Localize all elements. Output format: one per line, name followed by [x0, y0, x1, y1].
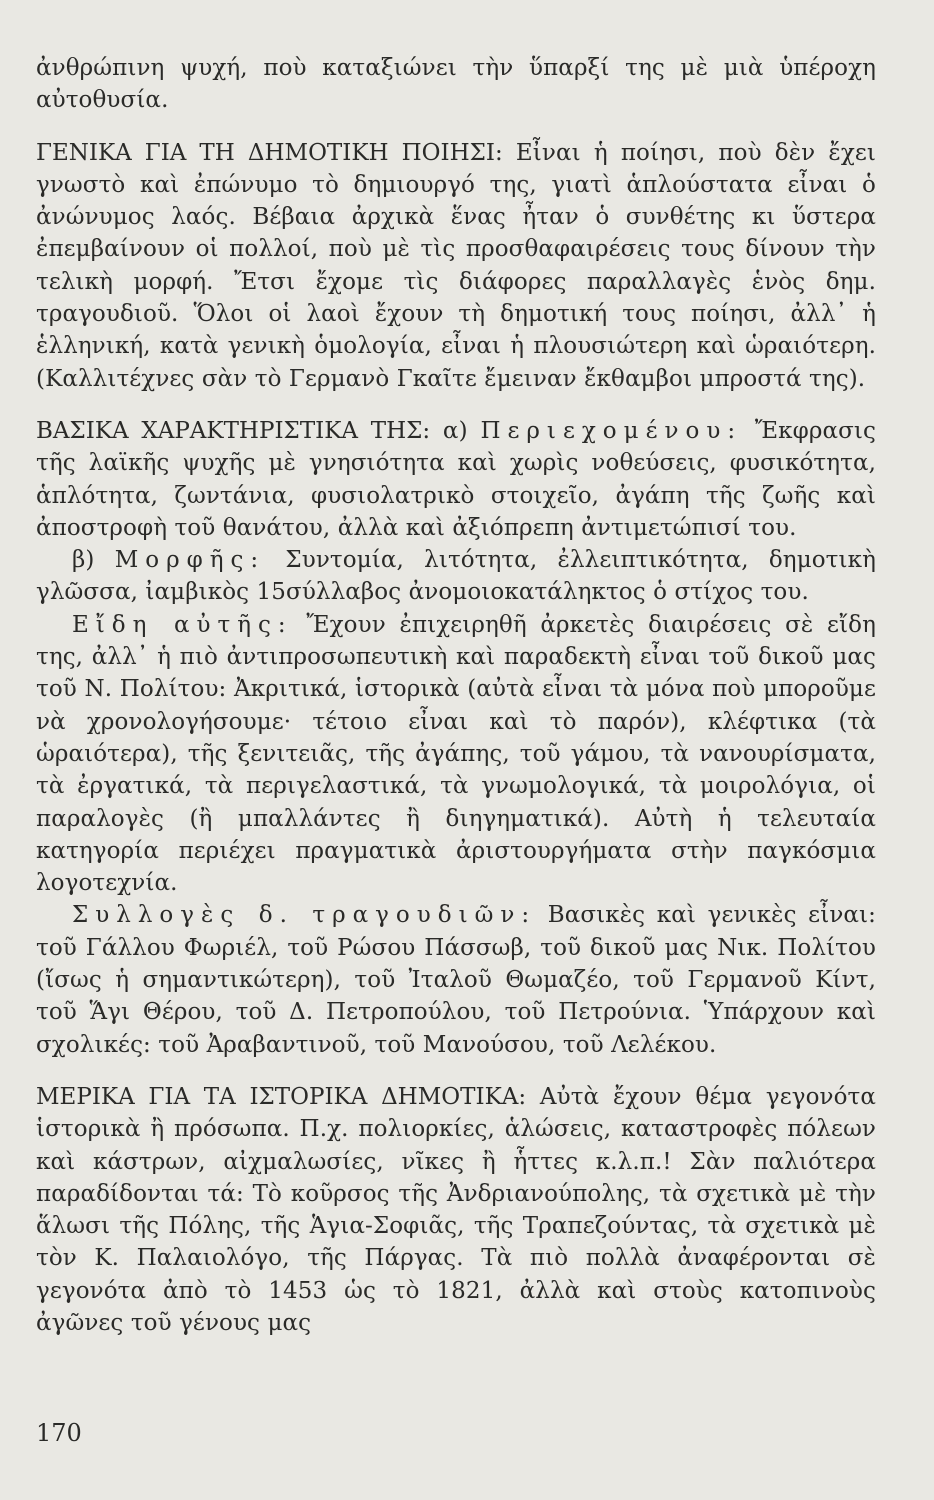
section-heading: ΒΑΣΙΚΑ ΧΑΡΑΚΤΗΡΙΣΤΙΚΑ ΤΗΣ:: [36, 417, 431, 444]
page-number: 170: [36, 1419, 82, 1447]
paragraph-text: Ἔχουν ἐπιχειρηθῆ ἀρκετὲς διαιρέσεις σὲ εἴδη της, ἀλλ᾽ ἡ πιὸ ἀντιπροσωπευτικὴ καὶ παραδεκτὴ εἶναι τοῦ δικοῦ μας τοῦ Ν. Πολίτου: Ἀκριτικά, ἱστορικὰ (αὐτὰ εἶναι τὰ μόνα ποὺ μποροῦμε νὰ χρονολογήσουμε· τέτοιο εἶναι καὶ τὸ παρόν), κλέφτικα (τὰ ὡραιότερα), τῆς ξενιτειᾶς, τῆς ἀγάπης, τοῦ γάμου, τὰ νανουρίσματα, τὰ ἐργατικά, τὰ περιγελαστικά, τὰ γνωμολογικά, τὰ μοιρολόγια, οἱ παραλογὲς (ἢ μπαλλάντες ἢ διηγηματικά). Αὐτὴ ἡ τελευταία κατηγορία περιέχει πραγματικὰ ἀριστουργήματα στὴν παγκόσμια λογοτεχνία.: [36, 611, 876, 897]
paragraph-form: [36, 544, 876, 609]
paragraph-text: Αὐτὰ ἔχουν θέμα γεγονότα ἱστορικὰ ἢ πρόσωπα. Π.χ. πολιορκίες, ἁλώσεις, καταστροφὲς πόλεων καὶ κάστρων, αἰχμαλωσίες, νῖκες ἢ ἧττες κ.λ.π.! Σὰν παλιότερα παραδίδονται τά: Τὸ κοῦρσος τῆς Ἀνδριανούπολης, τὰ σχετικὰ μὲ τὴν ἅλωσι τῆς Πόλης, τῆς Ἁγια-Σοφιᾶς, τῆς Τραπεζούντας, τὰ σχετικὰ μὲ τὸν Κ. Παλαιολόγο, τῆς Πάργας. Τὰ πιὸ πολλὰ ἀναφέρονται σὲ γεγονότα ἀπὸ τὸ 1453 ὡς τὸ 1821, ἀλλὰ καὶ στοὺς κατοπινοὺς ἀγῶνες τοῦ γένους μας: [36, 1083, 876, 1336]
spaced-subheading: Περιεχομένου:: [480, 417, 743, 444]
list-marker: α): [430, 417, 481, 444]
spaced-subheading: Εἴδη αὐτῆς:: [72, 611, 293, 638]
paragraph-text: Βασικὲς καὶ γενικὲς εἶναι: τοῦ Γάλλου Φωριέλ, τοῦ Ρώσου Πάσσωβ, τοῦ δικοῦ μας Νικ. Πολίτου (ἴσως ἡ σημαντικώτερη), τοῦ Ἰταλοῦ Θωμαζέο, τοῦ Γερμανοῦ Κίντ, τοῦ Ἅγι Θέρου, τοῦ Δ. Πετροπούλου, τοῦ Πετρούνια. Ὑπάρχουν καὶ σχολικές: τοῦ Ἀραβαντινοῦ, τοῦ Μανούσου, τοῦ Λελέκου.: [36, 902, 876, 1058]
list-marker: β): [72, 547, 115, 574]
paragraph-kinds: [36, 609, 876, 900]
section-heading: ΓΕΝΙΚΑ ΓΙΑ ΤΗ ΔΗΜΟΤΙΚΗ ΠΟΙΗΣΙ:: [36, 139, 503, 166]
paragraph-collections: [36, 899, 876, 1060]
spaced-subheading: Μορφῆς:: [114, 547, 266, 574]
paragraph-text: Ἔκφρασις τῆς λαϊκῆς ψυχῆς μὲ γνησιότητα καὶ χωρὶς νοθεύσεις, φυσικότητα, ἁπλότητα, ζωντάνια, φυσιολατρικὸ στοιχεῖο, ἀγάπη τῆς ζωῆς καὶ ἀποστροφὴ τοῦ θανάτου, ἀλλὰ καὶ ἀξιόπρεπη ἀντιμετώπισί του.: [36, 417, 876, 541]
paragraph-text: Συντομία, λιτότητα, ἐλλειπτικότητα, δημοτικὴ γλῶσσα, ἰαμβικὸς 15σύλλαβος ἀνομοιοκατάληκτος ὁ στίχος του.: [36, 547, 876, 606]
section-heading: ΜΕΡΙΚΑ ΓΙΑ ΤΑ ΙΣΤΟΡΙΚΑ ΔΗΜΟΤΙΚΑ:: [36, 1083, 527, 1110]
paragraph-text: Εἶναι ἡ ποίησι, ποὺ δὲν ἔχει γνωστὸ καὶ ἐπώνυμο τὸ δημιουργό της, γιατὶ ἁπλούστατα εἶναι ὁ ἀνώνυμος λαός. Βέβαια ἀρχικὰ ἕνας ἦταν ὁ συνθέτης κι ὕστερα ἐπεμβαίνουν οἱ πολλοί, ποὺ μὲ τὶς προσθαφαιρέσεις τους δίνουν τὴν τελικὴ μορφή. Ἔτσι ἔχομε τὶς διάφορες παραλλαγὲς ἑνὸς δημ. τραγουδιοῦ. Ὅλοι οἱ λαοὶ ἔχουν τὴ δημοτική τους ποίησι, ἀλλ᾽ ἡ ἑλληνική, κατὰ γενικὴ ὁμολογία, εἶναι ἡ πλουσιώτερη καὶ ὡραιότερη. (Καλλιτέχνες σὰν τὸ Γερμανὸ Γκαῖτε ἔμειναν ἔκθαμβοι μπροστά της).: [36, 139, 876, 392]
paragraph-general-folk-poetry: [36, 137, 876, 395]
paragraph-historical-songs: [36, 1081, 876, 1339]
spaced-subheading: Συλλογὲς δ. τραγουδιῶν:: [72, 902, 537, 929]
paragraph-basic-characteristics: [36, 415, 876, 544]
paragraph-continuation: [36, 52, 876, 117]
paragraph-text: ἀνθρώπινη ψυχή, ποὺ καταξιώνει τὴν ὕπαρξί της μὲ μιὰ ὑπέροχη αὐτοθυσία.: [36, 55, 876, 114]
